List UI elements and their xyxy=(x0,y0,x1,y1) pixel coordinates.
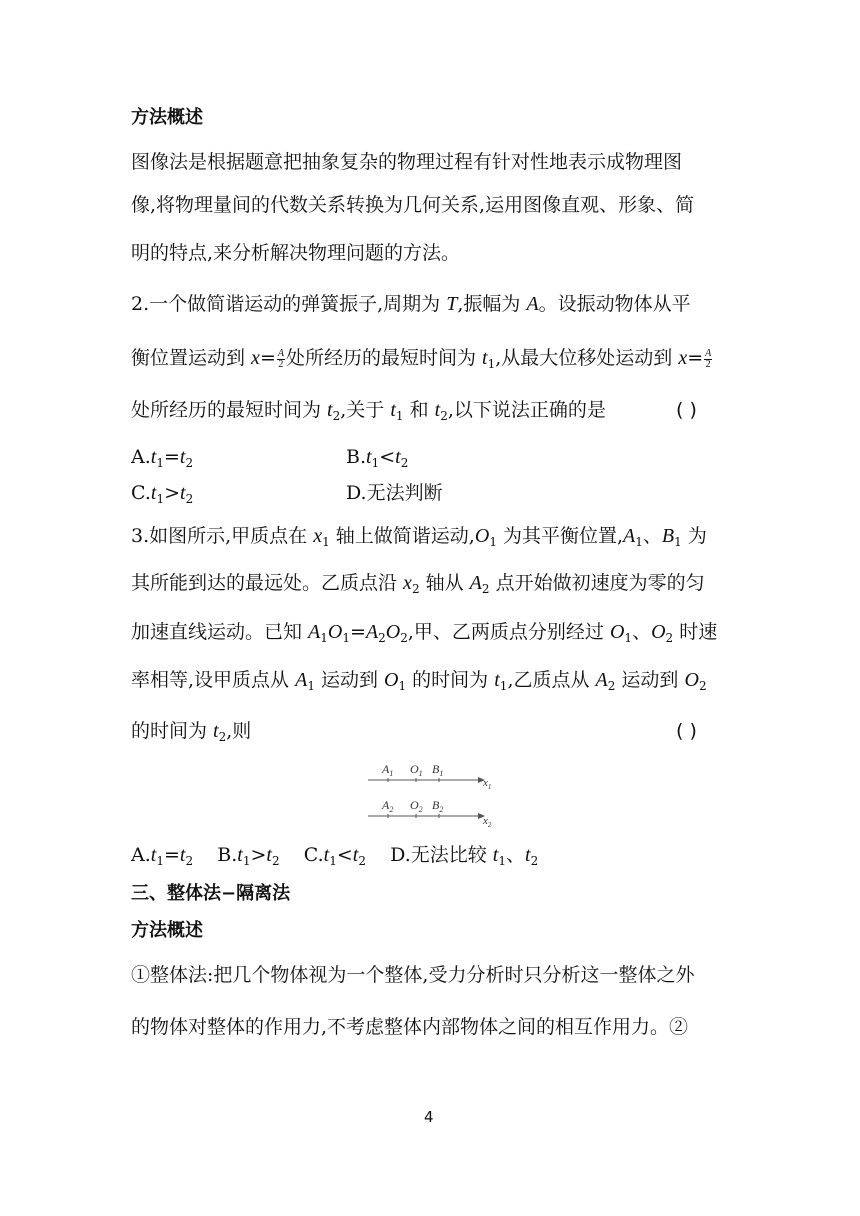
question-2-line-1: 2.一个做简谐运动的弹簧振子,周期为 T,振幅为 A。设振动物体从平 xyxy=(131,293,691,315)
section-title: 三、整体法−隔离法 xyxy=(131,883,291,904)
label-a1: $A_1$ xyxy=(382,762,394,778)
answer-parentheses: ( ) xyxy=(676,399,697,421)
label-b2: $B_2$ xyxy=(432,798,444,814)
label-b1: $B_1$ xyxy=(432,762,444,778)
paragraph-line: ①整体法:把几个物体视为一个整体,受力分析时只分析这一整体之外 xyxy=(131,964,695,986)
page-number: 4 xyxy=(424,1108,434,1126)
fraction-a-over-2: $\frac{A}{2}$ xyxy=(277,347,284,370)
label-o2: $O_2$ xyxy=(410,798,423,814)
question-3-line-4: 率相等,设甲质点从 $A_1$ 运动到 $O_1$ 的时间为 $t_1$,乙质点从 $A_2$ 运动到 $O_2$ xyxy=(131,669,707,693)
question-3-line-2: 其所能到达的最远处。乙质点沿 $x_2$ 轴从 $A_2$ 点开始做初速度为零的匀 xyxy=(131,572,705,596)
option-d: D.无法判断 xyxy=(346,482,443,504)
paragraph-line: 的物体对整体的作用力,不考虑整体内部物体之间的相互作用力。② xyxy=(131,1016,689,1038)
paragraph-line: 图像法是根据题意把抽象复杂的物理过程有针对性地表示成物理图 xyxy=(131,151,683,173)
label-a2: $A_2$ xyxy=(382,798,394,814)
option-b: $B.t_1<t_2$ xyxy=(346,446,409,470)
label-o1: $O_1$ xyxy=(410,762,423,778)
paragraph-line: 像,将物理量间的代数关系转换为几何关系,运用图像直观、形象、简 xyxy=(131,194,695,216)
question-3-line-1: 3.如图所示,甲质点在 $x_1$ 轴上做简谐运动$,O_1$ 为其平衡位置$,A_1$、$B_1$ 为 xyxy=(131,525,707,549)
section-heading: 方法概述 xyxy=(131,920,203,941)
label-x2: $x_2$ xyxy=(483,815,492,829)
question-3-options: $A.t_1=t_2$ $B.t_1>t_2$ $C.t_1<t_2$ D.无法比较 $t_1$、$t_2$ xyxy=(131,844,539,868)
question-3-line-5: 的时间为 $t_2$,则 xyxy=(131,720,252,744)
axes-figure xyxy=(368,758,508,830)
option-c: $C.t_1>t_2$ xyxy=(131,482,194,506)
question-3-line-3: 加速直线运动。已知 $A_1O_1=A_2O_2$,甲、乙两质点分别经过 $O_1$、$O_2$ 时速 xyxy=(131,621,718,645)
fraction-a-over-2: $\frac{A}{2}$ xyxy=(705,347,712,370)
question-2-line-3: 处所经历的最短时间为 $t_2$,关于 $t_1$ 和 $t_2$,以下说法正确的是 xyxy=(131,399,606,423)
paragraph-line: 明的特点,来分析解决物理问题的方法。 xyxy=(131,242,461,264)
option-a: $A.t_1=t_2$ xyxy=(131,446,194,470)
section-heading: 方法概述 xyxy=(131,107,203,128)
answer-parentheses: ( ) xyxy=(676,720,697,742)
question-2-line-2: 衡位置运动到 x= $\frac{A}{2}$ 处所经历的最短时间为 $t_1$,从最大位移处运动到 x= $\frac{A}{2}$ xyxy=(131,347,712,371)
label-x1: $x_1$ xyxy=(483,777,492,791)
